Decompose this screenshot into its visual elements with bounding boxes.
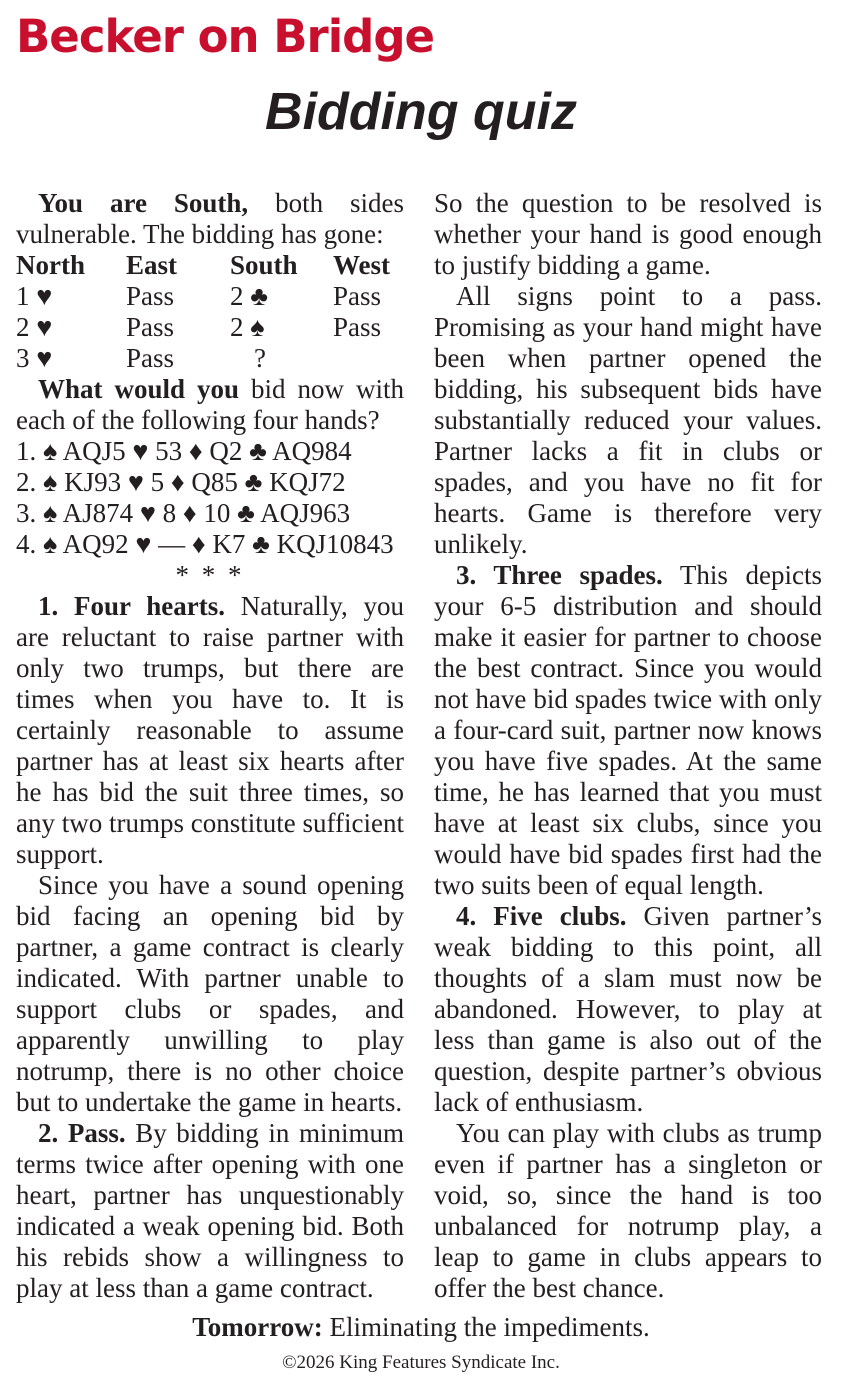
answer-3-paragraph <box>434 560 822 901</box>
answer-3-lead: 3. Three spades. <box>456 560 663 590</box>
tomorrow-lead: Tomorrow: <box>192 1312 323 1342</box>
auction-header-west: West <box>333 250 390 280</box>
answer-4-lead: 4. Five clubs. <box>456 901 627 931</box>
auction-bid: Pass <box>333 312 382 342</box>
answer-1-paragraph <box>16 591 404 870</box>
auction-bid: 3 ♥ <box>16 343 53 373</box>
auction-bid: Pass <box>126 281 175 311</box>
hand-1: 1. ♠ AQJ5 ♥ 53 ♦ Q2 ♣ AQ984 <box>16 436 352 466</box>
answer-4-text: Given partner’s weak bidding to this point, all thoughts of a slam must now be abandoned. However, to play at less than game is also out of the question, despite partner’s obvious lack of enthusiasm. <box>434 901 823 1117</box>
answer-2-continued: So the question to be resolved is whether your hand is good enough to justify bidding a game. <box>434 188 822 280</box>
answer-2-text: By bidding in minimum terms twice after opening with one heart, partner has unquestionably indicated a weak opening bid. Both his rebids show a willingness to play at less than a game contract. <box>16 1118 404 1303</box>
hand-2: 2. ♠ KJ93 ♥ 5 ♦ Q85 ♣ KQJ72 <box>16 467 346 497</box>
answer-4-paragraph <box>434 901 822 1118</box>
auction-bid: Pass <box>333 281 382 311</box>
answer-2-lead: 2. Pass. <box>38 1118 126 1148</box>
tomorrow-teaser <box>0 1310 842 1344</box>
answer-4-continued: You can play with clubs as trump even if partner has a singleton or void, so, since the hand is too unbalanced for notrump play, a leap to game in clubs appears to offer the best chance. <box>434 1118 822 1303</box>
question-lead: What would you <box>38 374 240 404</box>
auction-bid: Pass <box>126 312 175 342</box>
intro-text: both sides vulnerable. The bidding has gone: <box>16 188 404 249</box>
auction-bid <box>333 343 404 374</box>
auction-header-east: East <box>126 250 178 280</box>
answer-1-lead: 1. Four hearts. <box>38 591 226 621</box>
auction-table <box>16 250 404 374</box>
hand-4: 4. ♠ AQ92 ♥ — ♦ K7 ♣ KQJ10843 <box>16 529 394 559</box>
hand-3: 3. ♠ AJ874 ♥ 8 ♦ 10 ♣ AQJ963 <box>16 498 351 528</box>
auction-row <box>16 281 404 312</box>
separator-stars: * * * <box>175 560 245 590</box>
tomorrow-text: Eliminating the impediments. <box>329 1312 650 1342</box>
auction-header-north: North <box>16 250 85 280</box>
auction-question-mark: ? <box>254 343 266 373</box>
copyright-notice: ©2026 King Features Syndicate Inc. <box>282 1352 560 1373</box>
answer-3-text: This depicts your 6-5 distribution and should make it easier for partner to choose the best contract. Since you would not have bid spades twice with only a four-card suit, partner now knows you have five spades. At the same time, he has learned that you must have at least six clubs, since you would have bid spades first had the two suits been of equal length. <box>434 560 822 900</box>
right-column <box>434 188 822 1304</box>
answer-2-conclusion: All signs point to a pass. Promising as your hand might have been when partner opened the bidding, his subsequent bids have substantially reduced your values. Partner lacks a fit in clubs or spades, and you have no fit for hearts. Game is therefore very unlikely. <box>434 281 822 559</box>
auction-bid: 2 ♠ <box>230 312 265 342</box>
question-paragraph <box>16 374 404 436</box>
page-subtitle: Bidding quiz <box>265 83 577 141</box>
intro-paragraph <box>16 188 404 250</box>
auction-header-row <box>16 250 404 281</box>
answer-1-text: Naturally, you are reluctant to raise partner with only two trumps, but there are times when you have to. It is certainly reasonable to assume partner has at least six hearts after he has bid the suit three times, so any two trumps constitute sufficient support. <box>16 591 404 869</box>
answer-1-continued: Since you have a sound opening bid facing an opening bid by partner, a game contract is clearly indicated. With partner unable to support clubs or spades, and apparently unwilling to play notrump, there is no other choice but to undertake the game in hearts. <box>16 870 404 1117</box>
masthead-title: Becker on Bridge <box>16 10 435 63</box>
auction-row <box>16 343 404 374</box>
answer-2-paragraph <box>16 1118 404 1304</box>
auction-row <box>16 312 404 343</box>
auction-bid: Pass <box>126 343 175 373</box>
left-column <box>16 188 404 1304</box>
auction-bid: 2 ♣ <box>230 281 268 311</box>
auction-header-south: South <box>230 250 298 280</box>
auction-bid: 2 ♥ <box>16 312 53 342</box>
intro-lead: You are South, <box>38 188 249 218</box>
auction-bid: 1 ♥ <box>16 281 53 311</box>
question-text: bid now with each of the following four hands? <box>16 374 404 435</box>
